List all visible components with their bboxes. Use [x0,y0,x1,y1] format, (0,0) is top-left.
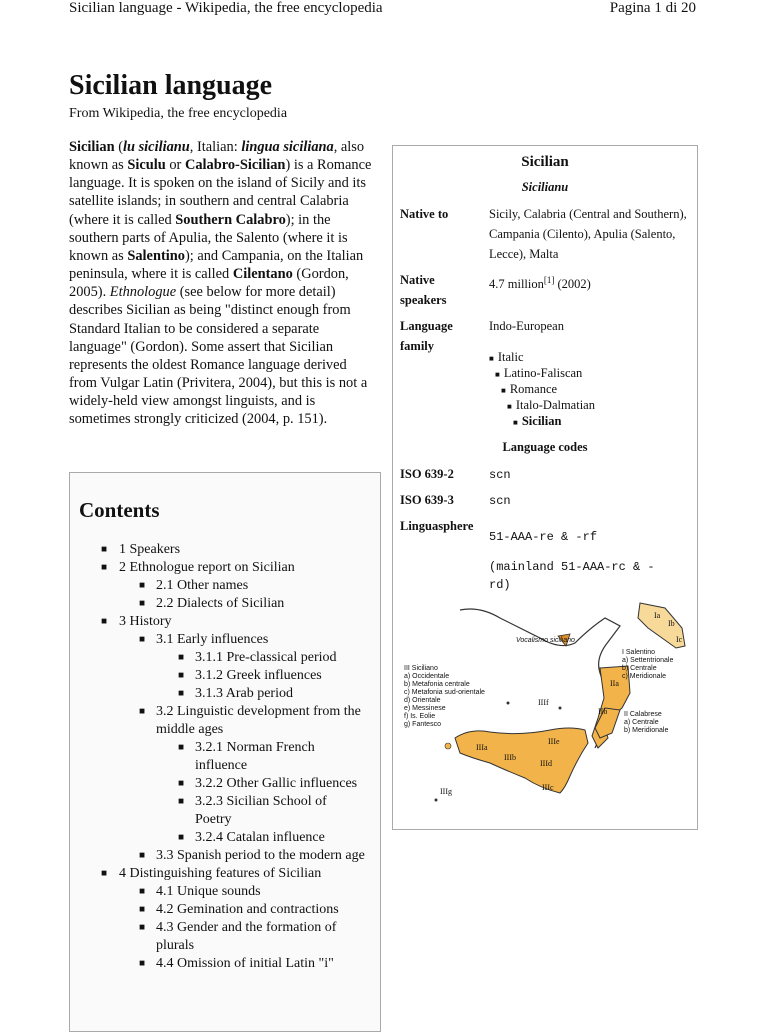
iso-639-2-label: ISO 639-2 [400,467,454,481]
map-region-label: IIb [598,707,608,716]
bullet-icon: ■ [178,688,185,699]
toc-link[interactable]: 3.2.3 Sicilian School of Poetry [195,794,327,827]
aeolian-island [559,707,562,710]
table-of-contents [69,472,381,1032]
map-region-label: Ic [676,635,683,644]
intro-segment: ); and Campania, on the Italian peninsula, where it is called [69,247,364,283]
bullet-icon: ■ [139,922,146,933]
map-calabrese-legend: a) Centrale [624,719,659,726]
map-region-label: IIIa [476,743,488,752]
toc-link[interactable]: 2 Ethnologue report on Sicilian [119,560,295,575]
family-tree-node[interactable]: ■ Italo-Dalmatian [507,398,595,412]
toc-link[interactable]: 3.1.2 Greek influences [195,668,322,683]
map-salentino-legend: I Salentino [622,649,656,656]
bullet-icon: ■ [139,886,146,897]
language-family-value[interactable]: Indo-European [489,319,564,333]
toc-item[interactable] [70,613,380,631]
intro-segment: , Italian: [189,139,242,155]
map-calabrese-legend: II Calabrese [624,711,662,718]
map-vocalismo-label: Vocalismo siciliano [516,637,575,644]
intro-segment: Ethnologue [109,284,177,301]
map-region-label: IIa [610,679,619,688]
map-siciliano-legend: III Siciliano [404,665,438,672]
print-header-title: Sicilian language - Wikipedia, the free encyclopedia [69,0,383,16]
toc-item[interactable] [70,865,380,883]
toc-link[interactable]: 2.1 Other names [156,578,249,593]
toc-item[interactable] [70,595,380,613]
toc-list [70,541,380,973]
intro-segment: (see below for more detail) describes Sicilian as being "distinct enough from Standard Italian to be considered a separate language" (Gordon). Some assert that Sicilian represents the oldest Romance language derived from Vulgar Latin (Privitera, 2004), but this is not a widely-held view amongst linguists, and is sometimes strongly criticized (2004, p. 151). [69,284,368,428]
toc-link[interactable]: 3.2.4 Catalan influence [195,830,325,845]
toc-link[interactable]: 3.2.1 Norman French influence [195,740,315,773]
toc-item[interactable] [70,559,380,577]
map-region-label: Ia [654,611,661,620]
iso-639-3-value[interactable]: scn [489,494,511,508]
bullet-icon: ■ [101,562,108,573]
map-siciliano-legend: d) Orientale [404,697,441,704]
map-region-label: IIIc [542,783,554,792]
intro-segment: Calabro-Sicilian [184,157,286,174]
bullet-icon: ■ [489,354,494,363]
toc-link[interactable]: 3.2 Linguistic development from the middle ages [156,704,361,737]
bullet-icon: ■ [139,904,146,915]
toc-link[interactable]: 3 History [119,614,172,629]
bullet-icon: ■ [495,370,500,379]
intro-segment: ) is a Romance language. It is spoken on the island of Sicily and its satellite islands; in southern and central Calabria (where it is called [69,157,372,228]
intro-segment: Salentino [127,247,185,264]
language-family-tree [489,350,595,430]
bullet-icon: ■ [507,402,512,411]
map-siciliano-legend: f) Is. Eolie [404,713,436,720]
toc-link[interactable]: 2.2 Dialects of Sicilian [156,596,285,611]
map-siciliano-legend: c) Metafonia sud-orientale [404,689,485,696]
map-siciliano-legend: e) Messinese [404,705,446,712]
bullet-icon: ■ [139,850,146,861]
native-to-label: Native to [400,207,449,221]
intro-segment: lu sicilianu [122,139,190,155]
bullet-icon: ■ [139,634,146,645]
language-family-label: Language family [400,319,453,353]
bullet-icon: ■ [178,652,185,663]
family-tree-node: ■ Sicilian [513,414,562,428]
map-salentino-legend: b) Centrale [622,665,657,672]
dialect-map[interactable] [400,598,692,808]
toc-link[interactable]: 3.1 Early influences [156,632,269,647]
bullet-icon: ■ [178,832,185,843]
toc-item[interactable] [70,739,380,775]
native-speakers-label: Native speakers [400,273,447,307]
toc-item[interactable] [70,829,380,847]
toc-item[interactable] [70,667,380,685]
intro-paragraph [69,138,375,429]
linguasphere-label: Linguasphere [400,519,474,533]
map-salentino-legend: a) Settentrionale [622,657,674,664]
page-subtitle: From Wikipedia, the free encyclopedia [69,106,288,121]
family-tree-node[interactable]: ■ Latino-Faliscan [495,366,583,380]
intro-segment: (Gordon, 2005). [69,266,349,301]
iso-639-2-value[interactable]: scn [489,468,511,482]
linguasphere-value: 51-AAA-re & -rf (mainland 51-AAA-rc & - rd) [489,530,655,592]
toc-link[interactable]: 4.3 Gender and the formation of plurals [156,920,337,953]
toc-item[interactable] [70,847,380,865]
iso-639-3-label: ISO 639-3 [400,493,454,507]
intro-segment: Cilentano [232,266,293,283]
print-page-number: Pagina 1 di 20 [609,0,696,16]
toc-link[interactable]: 4 Distinguishing features of Sicilian [119,866,322,881]
bullet-icon: ■ [101,616,108,627]
map-region-label: IIIf [538,698,549,707]
toc-item[interactable] [70,793,380,829]
citation-link[interactable]: [1] [543,275,555,285]
intro-segment: Siculu [127,157,166,174]
sicily-island [455,728,588,793]
toc-item[interactable] [70,919,380,955]
native-to-value: Sicily, Calabria (Central and Southern), Campania (Cilento), Apulia (Salento, Lecce), Malta [489,207,687,261]
map-siciliano-legend: g) Fantesco [404,721,441,728]
toc-item[interactable] [70,883,380,901]
print-header [0,0,768,22]
bullet-icon: ■ [139,598,146,609]
aeolian-island [507,702,510,705]
aeolian-island [445,743,451,749]
bullet-icon: ■ [513,418,518,427]
map-siciliano-legend: b) Metafonia centrale [404,681,470,688]
toc-item[interactable] [70,901,380,919]
map-salentino-legend: c) Meridionale [622,673,666,680]
intro-segment: , also known as [69,139,365,174]
toc-item[interactable] [70,685,380,703]
toc-link[interactable]: 4.2 Gemination and contractions [156,902,339,917]
bullet-icon: ■ [178,796,185,807]
toc-item[interactable] [70,649,380,667]
toc-item[interactable] [70,577,380,595]
toc-heading: Contents [79,498,160,522]
native-speakers-value: 4.7 million[1] (2002) [489,275,591,292]
toc-link[interactable]: 3.1.1 Pre-classical period [195,650,337,665]
toc-link[interactable]: 3.2.2 Other Gallic influences [195,776,358,791]
intro-segment: ( [114,139,123,155]
bullet-icon: ■ [139,706,146,717]
bullet-icon: ■ [139,958,146,969]
bullet-icon: ■ [101,544,108,555]
map-region-label: IIIg [440,787,452,796]
family-tree-node[interactable]: ■ Romance [501,382,558,396]
map-calabrese-legend: b) Meridionale [624,727,669,734]
bullet-icon: ■ [178,742,185,753]
map-siciliano-legend: a) Occidentale [404,673,450,680]
toc-item[interactable] [70,631,380,649]
infobox [392,145,698,830]
pantelleria-island [435,799,438,802]
language-codes-heading: Language codes [502,440,588,454]
bullet-icon: ■ [101,868,108,879]
bullet-icon: ■ [178,670,185,681]
bullet-icon: ■ [501,386,506,395]
family-tree-node[interactable]: ■ Italic [489,350,524,364]
intro-segment: Sicilian [69,139,115,155]
infobox-native-name: Sicilianu [521,180,569,194]
toc-item[interactable] [70,541,380,559]
map-region-label: IIIe [548,737,560,746]
intro-segment: lingua siciliana [241,139,334,155]
map-region-label: IIId [540,759,552,768]
map-region-label: Ib [668,619,675,628]
toc-link[interactable]: 4.1 Unique sounds [156,884,261,899]
bullet-icon: ■ [139,580,146,591]
intro-segment: ); in the southern parts of Apulia, the Salento (where it is known as [69,211,348,264]
intro-segment: Southern Calabro [175,211,286,228]
bullet-icon: ■ [178,778,185,789]
toc-item[interactable] [70,775,380,793]
page-title: Sicilian language [69,70,273,101]
toc-link[interactable]: 3.1.3 Arab period [195,686,293,701]
infobox-title: Sicilian [521,154,569,170]
toc-link[interactable]: 1 Speakers [119,542,181,557]
toc-item[interactable] [70,703,380,739]
toc-link[interactable]: 4.4 Omission of initial Latin "i" [156,956,334,971]
toc-link[interactable]: 3.3 Spanish period to the modern age [156,848,365,863]
toc-item[interactable] [70,955,380,973]
intro-segment: or [165,157,185,174]
map-region-label: IIIb [504,753,516,762]
